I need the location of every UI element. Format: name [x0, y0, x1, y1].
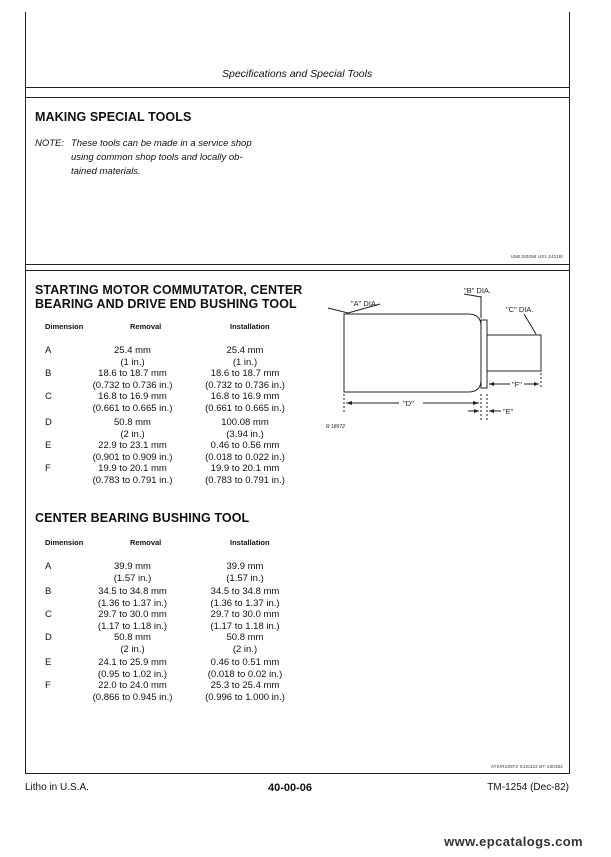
spec-table-center-bearing-tool — [15, 538, 315, 713]
note-line: using common shop tools and locally ob- — [71, 152, 243, 163]
installation-cell — [185, 440, 305, 463]
value-in: (1.36 to 1.37 in.) — [210, 597, 280, 609]
box2-bottom — [25, 773, 570, 774]
note-text — [71, 137, 291, 179]
value-mm: 0.46 to 0.51 mm — [210, 657, 280, 668]
dimension-letter: E — [45, 657, 52, 668]
value-mm: 0.46 to 0.56 mm — [210, 440, 280, 451]
note-line: tained materials. — [71, 166, 141, 177]
value-in: (3.94 in.) — [226, 428, 264, 440]
value-mm: 34.5 to 34.8 mm — [98, 586, 167, 597]
removal-cell — [75, 345, 190, 368]
removal-cell — [75, 440, 190, 463]
dimension-letter: B — [45, 586, 52, 597]
value-in: (1 in.) — [120, 356, 145, 368]
value-mm: 18.6 to 18.7 mm — [210, 368, 280, 379]
label-b-dia: "B" DIA. — [464, 286, 491, 295]
value-mm: 50.8 mm — [226, 632, 264, 643]
installation-cell — [185, 368, 305, 391]
label-c-dia: "C" DIA. — [506, 305, 534, 314]
section-title-center-bearing: CENTER BEARING BUSHING TOOL — [35, 511, 250, 525]
installation-cell — [185, 632, 305, 655]
tool-body — [344, 314, 481, 392]
page-right-border — [569, 12, 570, 774]
label-a-dia: "A" DIA. — [351, 299, 378, 308]
value-mm: 19.9 to 20.1 mm — [98, 463, 167, 474]
dimension-letter: A — [45, 561, 52, 572]
dimension-letter: A — [45, 345, 52, 356]
label-f: "F" — [512, 380, 522, 389]
removal-cell — [75, 680, 190, 703]
value-mm: 18.6 to 18.7 mm — [98, 368, 167, 379]
value-mm: 19.9 to 20.1 mm — [210, 463, 280, 474]
value-mm: 16.8 to 16.9 mm — [98, 391, 167, 402]
figure-reference: R 18972 — [326, 424, 345, 430]
col-header-dimension: Dimension — [45, 538, 84, 547]
dimension-letter: F — [45, 680, 51, 691]
value-mm: 22.0 to 24.0 mm — [98, 680, 167, 691]
tool-collar — [481, 320, 487, 388]
value-mm: 25.3 to 25.4 mm — [210, 680, 280, 691]
note-label: NOTE: — [35, 138, 65, 149]
removal-cell — [75, 463, 190, 486]
tool-pilot — [487, 335, 541, 371]
box1-top — [25, 97, 570, 98]
value-mm: 34.5 to 34.8 mm — [210, 586, 280, 597]
installation-cell — [185, 345, 305, 368]
value-in: (1.57 in.) — [113, 572, 152, 584]
removal-cell — [75, 561, 190, 584]
value-mm: 100.08 mm — [221, 417, 269, 428]
note-line: These tools can be made in a service shop — [71, 138, 252, 149]
value-mm: 24.1 to 25.9 mm — [98, 657, 167, 668]
value-in: (0.901 to 0.909 in.) — [92, 451, 173, 463]
col-header-removal: Removal — [130, 322, 162, 331]
dimension-letter: F — [45, 463, 51, 474]
value-in: (2 in.) — [120, 428, 145, 440]
value-mm: 50.8 mm — [114, 632, 151, 643]
removal-cell — [75, 586, 190, 609]
dimension-letter: D — [45, 417, 52, 428]
value-in: (0.732 to 0.736 in.) — [92, 379, 173, 391]
installation-cell — [185, 609, 305, 632]
installation-cell — [185, 680, 305, 703]
value-in: (0.783 to 0.791 in.) — [92, 474, 173, 486]
dimension-letter: B — [45, 368, 52, 379]
col-header-dimension: Dimension — [45, 322, 84, 331]
value-in: (0.996 to 1.000 in.) — [205, 691, 285, 703]
value-in: (1.57 in.) — [226, 572, 264, 584]
header-rule — [25, 87, 570, 88]
removal-cell — [75, 632, 190, 655]
dimension-letter: E — [45, 440, 52, 451]
label-d: "D" — [403, 399, 414, 408]
box2-top — [25, 270, 570, 271]
value-in: (1.17 to 1.18 in.) — [97, 620, 168, 632]
value-in: (0.661 to 0.665 in.) — [205, 402, 285, 414]
value-mm: 25.4 mm — [226, 345, 264, 356]
removal-cell — [75, 391, 190, 414]
value-mm: 39.9 mm — [114, 561, 151, 572]
removal-cell — [75, 417, 190, 440]
section-title-line1: STARTING MOTOR COMMUTATOR, CENTER — [35, 283, 303, 297]
footer-manual-id: TM-1254 (Dec-82) — [487, 782, 569, 793]
footer-page-number: 40-00-06 — [268, 782, 313, 794]
value-in: (2 in.) — [232, 643, 258, 655]
section-title-line2: BEARING AND DRIVE END BUSHING TOOL — [35, 297, 297, 311]
installation-cell — [185, 391, 305, 414]
value-in: (0.783 to 0.791 in.) — [205, 474, 285, 486]
value-in: (1.17 to 1.18 in.) — [210, 620, 280, 632]
col-header-installation: Installation — [230, 322, 270, 331]
removal-cell — [75, 609, 190, 632]
label-e: "E" — [503, 407, 514, 416]
section-title-making-special-tools: MAKING SPECIAL TOOLS — [35, 110, 192, 124]
removal-cell — [75, 657, 190, 680]
value-in: (0.018 to 0.022 in.) — [205, 451, 285, 463]
value-in: (0.018 to 0.02 in.) — [207, 668, 283, 680]
value-in: (0.732 to 0.736 in.) — [205, 379, 285, 391]
section3-reference: ATK/R18972 S1I0422 BT 180382 — [490, 764, 563, 769]
dimension-letter: C — [45, 609, 52, 620]
value-in: (0.95 to 1.02 in.) — [97, 668, 168, 680]
value-in: (0.866 to 0.945 in.) — [92, 691, 173, 703]
value-in: (1.36 to 1.37 in.) — [97, 597, 168, 609]
installation-cell — [185, 657, 305, 680]
value-mm: 22.9 to 23.1 mm — [98, 440, 167, 451]
value-mm: 39.9 mm — [226, 561, 264, 572]
installation-cell — [185, 417, 305, 440]
value-in: (2 in.) — [120, 643, 145, 655]
value-in: (0.661 to 0.665 in.) — [92, 402, 173, 414]
installation-cell — [185, 463, 305, 486]
box1-bottom — [25, 264, 570, 265]
dimension-letter: D — [45, 632, 52, 643]
value-in: (1 in.) — [232, 356, 258, 368]
installation-cell — [185, 586, 305, 609]
col-header-installation: Installation — [230, 538, 270, 547]
value-mm: 16.8 to 16.9 mm — [210, 391, 280, 402]
installation-cell — [185, 561, 305, 584]
col-header-removal: Removal — [130, 538, 162, 547]
watermark: www.epcatalogs.com — [444, 834, 583, 849]
bushing-tool-drawing — [318, 282, 568, 442]
removal-cell — [75, 368, 190, 391]
footer-litho: Litho in U.S.A. — [25, 782, 89, 793]
value-mm: 29.7 to 30.0 mm — [210, 609, 280, 620]
spec-table-commutator-tool — [15, 322, 315, 492]
value-mm: 29.7 to 30.0 mm — [98, 609, 167, 620]
value-mm: 25.4 mm — [114, 345, 151, 356]
page-header: Specifications and Special Tools — [222, 68, 373, 80]
section1-reference: U5B,0I0058 U01 24118I — [510, 254, 563, 259]
dimension-letter: C — [45, 391, 52, 402]
value-mm: 50.8 mm — [114, 417, 151, 428]
